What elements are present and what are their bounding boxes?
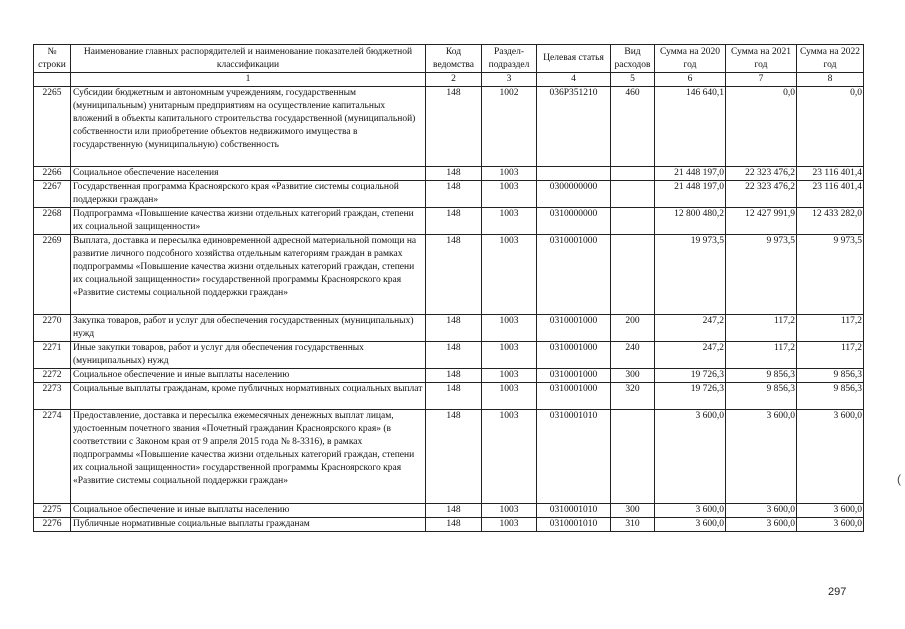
row-name-cell: Иные закупки товаров, работ и услуг для обеспечения государственных (муниципальных) нужд [71, 342, 426, 369]
sum-2020-cell: 12 800 480,2 [655, 208, 726, 235]
sum-2022-cell: 9 973,5 [797, 235, 864, 315]
margin-mark: ( [897, 472, 901, 486]
section-code-cell: 1003 [482, 342, 537, 369]
sum-2020-cell: 21 448 197,0 [655, 167, 726, 181]
expense-type-cell: 320 [611, 383, 655, 410]
table-header [34, 45, 864, 87]
sum-2022-cell: 0,0 [797, 87, 864, 167]
expense-type-cell: 310 [611, 518, 655, 532]
table-row [34, 87, 864, 167]
row-name-cell: Публичные нормативные социальные выплаты гражданам [71, 518, 426, 532]
department-code-cell: 148 [426, 504, 482, 518]
target-article-cell: 0310001010 [537, 504, 611, 518]
sum-2020-cell: 19 973,5 [655, 235, 726, 315]
row-name-cell: Социальные выплаты гражданам, кроме публичных нормативных социальных выплат [71, 383, 426, 410]
row-number-cell: 2269 [34, 235, 71, 315]
department-code-cell: 148 [426, 208, 482, 235]
section-code-cell: 1003 [482, 369, 537, 383]
row-number-cell: 2276 [34, 518, 71, 532]
expense-type-cell [611, 167, 655, 181]
section-code-cell: 1003 [482, 410, 537, 504]
col-row-number: № строки [34, 45, 71, 73]
row-number-cell: 2268 [34, 208, 71, 235]
table-row [34, 518, 864, 532]
col-index: 1 [71, 73, 426, 87]
sum-2022-cell: 12 433 282,0 [797, 208, 864, 235]
table-row [34, 315, 864, 342]
row-number-cell: 2267 [34, 181, 71, 208]
table-row [34, 504, 864, 518]
table-row [34, 410, 864, 504]
header-row [34, 45, 864, 73]
row-number-cell: 2271 [34, 342, 71, 369]
col-sum-2021: Сумма на 2021 год [726, 45, 797, 73]
expense-type-cell: 300 [611, 504, 655, 518]
col-section: Раздел-подраздел [482, 45, 537, 73]
row-number-cell: 2265 [34, 87, 71, 167]
row-number-cell: 2266 [34, 167, 71, 181]
expense-type-cell: 200 [611, 315, 655, 342]
target-article-cell: 0310001000 [537, 235, 611, 315]
sum-2021-cell: 117,2 [726, 342, 797, 369]
department-code-cell: 148 [426, 518, 482, 532]
col-expense-type: Вид расходов [611, 45, 655, 73]
table-row [34, 208, 864, 235]
row-name-cell: Закупка товаров, работ и услуг для обеспечения государственных (муниципальных) нужд [71, 315, 426, 342]
col-index: 5 [611, 73, 655, 87]
sum-2020-cell: 3 600,0 [655, 410, 726, 504]
page-number: 297 [828, 586, 847, 598]
budget-table [33, 44, 864, 532]
row-name-cell: Социальное обеспечение и иные выплаты населению [71, 504, 426, 518]
row-name-cell: Социальное обеспечение населения [71, 167, 426, 181]
expense-type-cell [611, 235, 655, 315]
table-body [34, 87, 864, 532]
sum-2021-cell: 9 856,3 [726, 369, 797, 383]
target-article-cell: 0310001000 [537, 315, 611, 342]
department-code-cell: 148 [426, 235, 482, 315]
sum-2022-cell: 9 856,3 [797, 369, 864, 383]
col-sum-2022: Сумма на 2022 год [797, 45, 864, 73]
row-name-cell: Субсидии бюджетным и автономным учреждениям, государственным (муниципальным) унитарным предприятиям на осуществление капитальных вложений в объекты капитального строительства государственной (муниципальной) собственности или приобретение объектов недвижимого имущества в государственную (муниципальную) собственность [71, 87, 426, 167]
table-row [34, 369, 864, 383]
target-article-cell: 0310001010 [537, 518, 611, 532]
row-name-cell: Государственная программа Красноярского края «Развитие системы социальной поддержки граждан» [71, 181, 426, 208]
table-row [34, 181, 864, 208]
row-number-cell: 2273 [34, 383, 71, 410]
sum-2021-cell: 9 973,5 [726, 235, 797, 315]
expense-type-cell [611, 410, 655, 504]
expense-type-cell [611, 181, 655, 208]
target-article-cell: 0300000000 [537, 181, 611, 208]
section-code-cell: 1003 [482, 518, 537, 532]
section-code-cell: 1002 [482, 87, 537, 167]
row-number-cell: 2275 [34, 504, 71, 518]
col-name: Наименование главных распорядителей и наименование показателей бюджетной классификации [71, 45, 426, 73]
section-code-cell: 1003 [482, 181, 537, 208]
department-code-cell: 148 [426, 369, 482, 383]
col-department-code: Код ведомства [426, 45, 482, 73]
col-index: 6 [655, 73, 726, 87]
col-target-article: Целевая статья [537, 45, 611, 73]
section-code-cell: 1003 [482, 208, 537, 235]
section-code-cell: 1003 [482, 383, 537, 410]
section-code-cell: 1003 [482, 167, 537, 181]
table-row [34, 235, 864, 315]
department-code-cell: 148 [426, 87, 482, 167]
section-code-cell: 1003 [482, 504, 537, 518]
row-name-cell: Выплата, доставка и пересылка единовременной адресной материальной помощи на развитие личного подсобного хозяйства отдельным категориям граждан в рамках подпрограммы «Повышение качества жизни отдельных категорий граждан, степени их социальной защищенности» государственной программы Красноярского края «Развитие системы социальной поддержки граждан» [71, 235, 426, 315]
sum-2021-cell: 117,2 [726, 315, 797, 342]
target-article-cell: 0310001000 [537, 369, 611, 383]
sum-2021-cell: 0,0 [726, 87, 797, 167]
row-name-cell: Социальное обеспечение и иные выплаты населению [71, 369, 426, 383]
department-code-cell: 148 [426, 342, 482, 369]
sum-2020-cell: 3 600,0 [655, 504, 726, 518]
target-article-cell: 0310001000 [537, 383, 611, 410]
row-name-cell: Предоставление, доставка и пересылка ежемесячных денежных выплат лицам, удостоенным почетного звания «Почетный гражданин Красноярского края» (в соответствии с Законом края от 9 апреля 2015 года № 8-3316), в рамках подпрограммы «Повышение качества жизни отдельных категорий граждан, степени их социальной защищенности» государственной программы Красноярского края «Развитие системы социальной поддержки граждан» [71, 410, 426, 504]
expense-type-cell: 460 [611, 87, 655, 167]
row-number-cell: 2274 [34, 410, 71, 504]
expense-type-cell [611, 208, 655, 235]
sum-2022-cell: 9 856,3 [797, 383, 864, 410]
section-code-cell: 1003 [482, 315, 537, 342]
target-article-cell: 0310001010 [537, 410, 611, 504]
sum-2020-cell: 21 448 197,0 [655, 181, 726, 208]
expense-type-cell: 240 [611, 342, 655, 369]
expense-type-cell: 300 [611, 369, 655, 383]
table-row [34, 167, 864, 181]
sum-2022-cell: 3 600,0 [797, 410, 864, 504]
sum-2021-cell: 22 323 476,2 [726, 181, 797, 208]
sum-2020-cell: 247,2 [655, 315, 726, 342]
col-index: 7 [726, 73, 797, 87]
sum-2022-cell: 117,2 [797, 315, 864, 342]
section-code-cell: 1003 [482, 235, 537, 315]
row-number-cell: 2272 [34, 369, 71, 383]
col-index: 3 [482, 73, 537, 87]
sum-2022-cell: 3 600,0 [797, 504, 864, 518]
col-index [34, 73, 71, 87]
target-article-cell: 0310000000 [537, 208, 611, 235]
department-code-cell: 148 [426, 167, 482, 181]
sum-2022-cell: 3 600,0 [797, 518, 864, 532]
sum-2022-cell: 23 116 401,4 [797, 181, 864, 208]
sum-2021-cell: 12 427 991,9 [726, 208, 797, 235]
sum-2021-cell: 3 600,0 [726, 504, 797, 518]
sum-2022-cell: 23 116 401,4 [797, 167, 864, 181]
sum-2022-cell: 117,2 [797, 342, 864, 369]
sum-2020-cell: 3 600,0 [655, 518, 726, 532]
col-index: 2 [426, 73, 482, 87]
department-code-cell: 148 [426, 181, 482, 208]
sum-2020-cell: 19 726,3 [655, 383, 726, 410]
sum-2021-cell: 3 600,0 [726, 518, 797, 532]
table-row [34, 383, 864, 410]
row-number-cell: 2270 [34, 315, 71, 342]
column-number-row [34, 73, 864, 87]
sum-2020-cell: 247,2 [655, 342, 726, 369]
department-code-cell: 148 [426, 383, 482, 410]
target-article-cell: 036P351210 [537, 87, 611, 167]
sum-2021-cell: 22 323 476,2 [726, 167, 797, 181]
department-code-cell: 148 [426, 315, 482, 342]
col-sum-2020: Сумма на 2020 год [655, 45, 726, 73]
row-name-cell: Подпрограмма «Повышение качества жизни отдельных категорий граждан, степени их социальной защищенности» [71, 208, 426, 235]
col-index: 4 [537, 73, 611, 87]
table-row [34, 342, 864, 369]
sum-2020-cell: 19 726,3 [655, 369, 726, 383]
target-article-cell: 0310001000 [537, 342, 611, 369]
target-article-cell [537, 167, 611, 181]
sum-2021-cell: 3 600,0 [726, 410, 797, 504]
col-index: 8 [797, 73, 864, 87]
department-code-cell: 148 [426, 410, 482, 504]
sum-2020-cell: 146 640,1 [655, 87, 726, 167]
sum-2021-cell: 9 856,3 [726, 383, 797, 410]
